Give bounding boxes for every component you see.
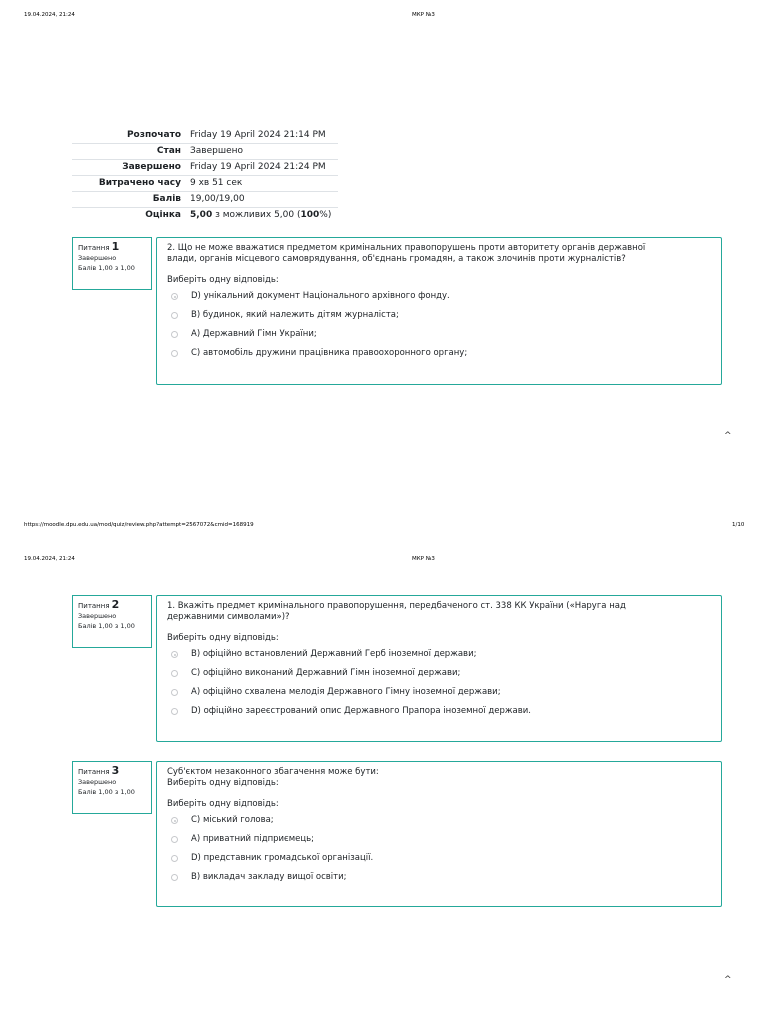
summary-label: Стан [72,144,186,160]
answer-option[interactable] [167,830,711,849]
radio-icon[interactable] [171,350,178,357]
summary-value: Friday 19 April 2024 21:24 PM [186,160,338,176]
print-date: 19.04.2024, 21:24 [24,12,75,18]
question-info-2 [72,595,152,648]
radio-selected-icon[interactable] [171,651,178,658]
question-number: 2 [111,598,120,611]
answer-option[interactable] [167,306,711,325]
print-date: 19.04.2024, 21:24 [24,556,75,562]
summary-label: Витрачено часу [72,176,186,192]
back-to-top-icon[interactable]: ^ [724,431,732,441]
summary-label: Завершено [72,160,186,176]
print-title: МКР №3 [412,12,435,18]
summary-value: Завершено [186,144,338,160]
question-info-1 [72,237,152,290]
answer-option[interactable] [167,645,711,664]
question-content-3 [156,761,722,907]
radio-icon[interactable] [171,689,178,696]
answer-label: А) Державний Гімн України; [191,329,317,339]
answer-label: В) будинок, який належить дітям журналіста; [191,310,399,320]
grade-end: %) [319,210,332,220]
question-number: 3 [111,764,120,777]
grade-percent: 100 [300,210,320,220]
summary-row [72,128,338,144]
answer-label: С) автомобіль дружини працівника правоохоронного органу; [191,348,468,358]
print-url: https://moodle.dpu.edu.ua/mod/quiz/review.php?attempt=2567072&cmid=168919 [24,522,254,528]
summary-row [72,208,338,224]
question-title: Питання [78,768,110,776]
answer-label: D) представник громадської організації. [191,853,374,863]
radio-icon[interactable] [171,836,178,843]
question-text-line: Суб'єктом незаконного збагачення може бути: [167,767,379,777]
radio-icon[interactable] [171,855,178,862]
summary-row [72,176,338,192]
summary-row [72,192,338,208]
attempt-summary-table [72,128,338,223]
question-text-line: державними символами»)? [167,612,290,622]
answer-option[interactable] [167,344,711,363]
radio-selected-icon[interactable] [171,817,178,824]
radio-icon[interactable] [171,708,178,715]
answer-label: С) офіційно виконаний Державний Гімн іноземної держави; [191,668,461,678]
answer-option[interactable] [167,849,711,868]
radio-icon[interactable] [171,312,178,319]
summary-label: Балів [72,192,186,208]
question-text-line: Виберіть одну відповідь: [167,778,279,788]
answer-label: D) унікальний документ Національного архівного фонду. [191,291,450,301]
answer-option[interactable] [167,702,711,721]
answer-option[interactable] [167,868,711,887]
question-state: Завершено [78,612,117,620]
question-marks: Балів 1,00 з 1,00 [78,622,135,630]
grade-label: Оцінка [72,208,186,224]
answer-list [167,645,711,721]
radio-icon[interactable] [171,670,178,677]
answer-label: В) викладач закладу вищої освіти; [191,872,347,882]
question-title: Питання [78,244,110,252]
answer-option[interactable] [167,811,711,830]
answer-label: А) офіційно схвалена мелодія Державного Гімну іноземної держави; [191,687,501,697]
grade-mid: з можливих 5,00 ( [212,210,301,220]
answer-label: С) міський голова; [191,815,274,825]
summary-value: 19,00/19,00 [186,192,338,208]
radio-icon[interactable] [171,874,178,881]
question-text-line: 2. Що не може вважатися предметом кримінальних правопорушень проти авторитету органів державної [167,243,646,253]
question-text [167,767,711,789]
answer-label: А) приватний підприємець; [191,834,315,844]
question-marks: Балів 1,00 з 1,00 [78,788,135,796]
question-state: Завершено [78,254,117,262]
answer-option[interactable] [167,325,711,344]
question-text [167,601,711,623]
back-to-top-icon[interactable]: ^ [724,975,732,985]
answer-label: D) офіційно зареєстрований опис Державного Прапора іноземної держави. [191,706,531,716]
question-marks: Балів 1,00 з 1,00 [78,264,135,272]
summary-row [72,144,338,160]
radio-icon[interactable] [171,331,178,338]
answer-prompt: Виберіть одну відповідь: [167,633,279,643]
print-title: МКР №3 [412,556,435,562]
answer-list [167,811,711,887]
question-text-line: влади, органів місцевого самоврядування, об'єднань громадян, а також злочинів проти журналістів? [167,254,626,264]
answer-label: В) офіційно встановлений Державний Герб іноземної держави; [191,649,477,659]
summary-row [72,160,338,176]
question-text [167,243,711,265]
question-text-line: 1. Вкажіть предмет кримінального правопорушення, передбаченого ст. 338 КК України («Наруга над [167,601,626,611]
summary-label: Розпочато [126,130,181,140]
question-state: Завершено [78,778,117,786]
answer-prompt: Виберіть одну відповідь: [167,799,279,809]
question-content-2 [156,595,722,742]
summary-value: 9 хв 51 сек [186,176,338,192]
answer-option[interactable] [167,664,711,683]
question-content-1 [156,237,722,385]
answer-option[interactable] [167,683,711,702]
answer-option[interactable] [167,287,711,306]
question-number: 1 [111,240,120,253]
answer-prompt: Виберіть одну відповідь: [167,275,279,285]
grade-score: 5,00 [190,210,213,220]
summary-value: Friday 19 April 2024 21:14 PM [190,130,326,140]
print-page-number: 1/10 [732,522,745,528]
answer-list [167,287,711,363]
grade-value [186,208,338,224]
question-title: Питання [78,602,110,610]
radio-selected-icon[interactable] [171,293,178,300]
question-info-3 [72,761,152,814]
